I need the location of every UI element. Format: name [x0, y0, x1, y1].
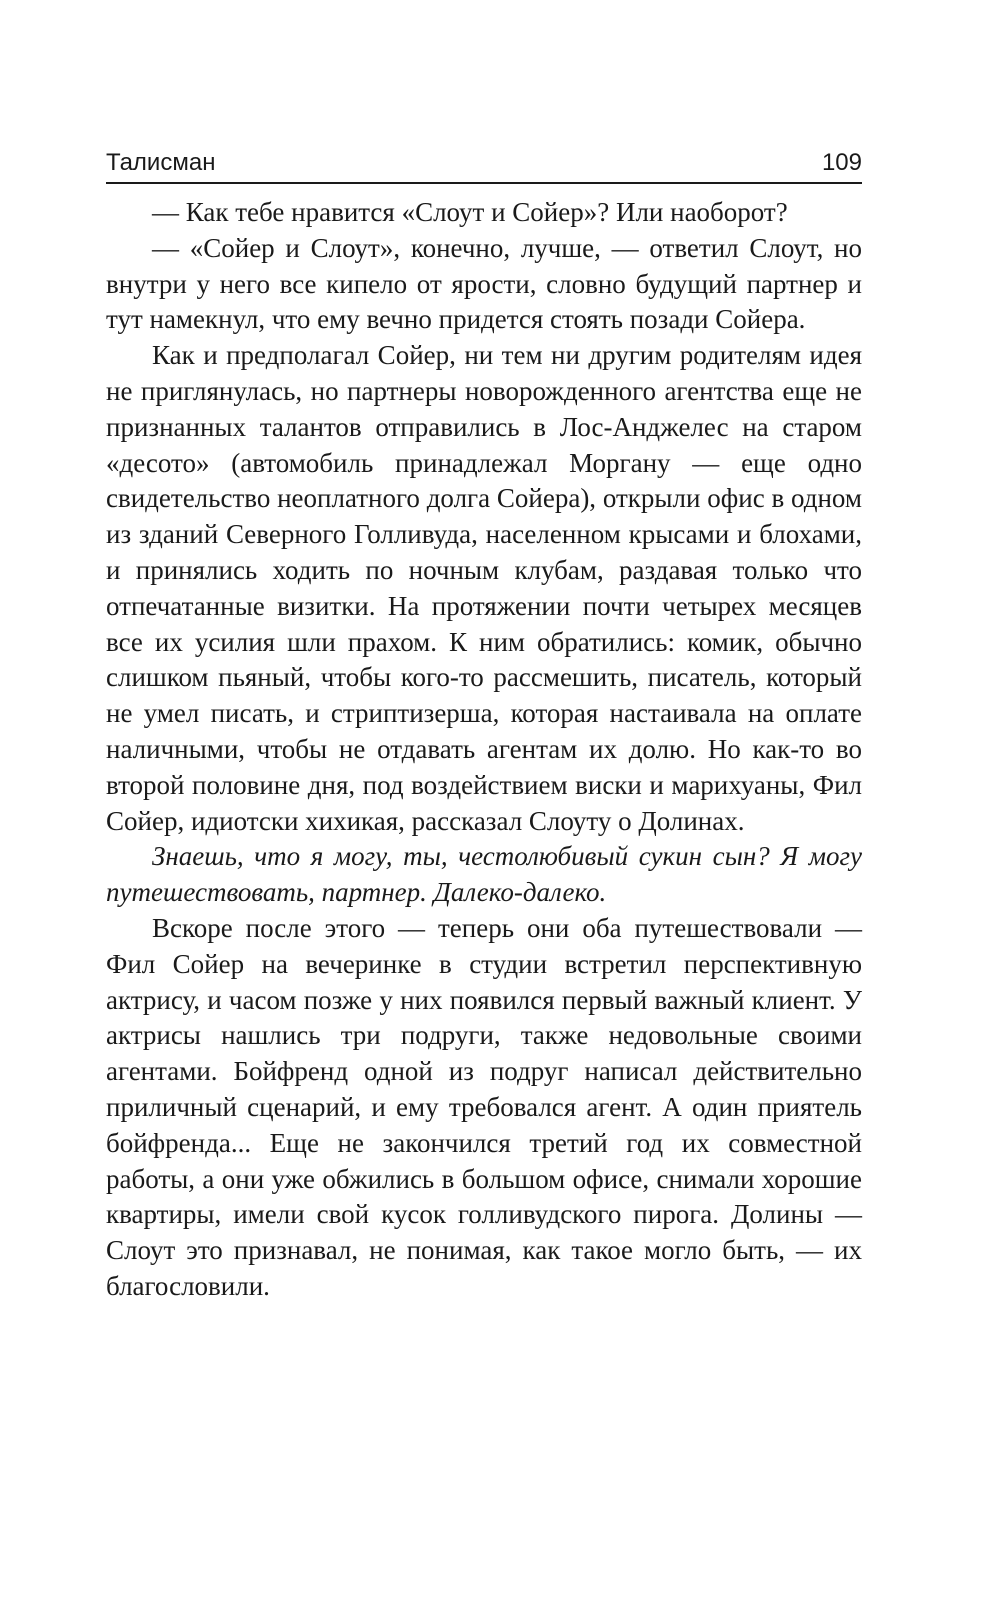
page-header — [106, 148, 862, 184]
running-title: Талисман — [106, 149, 216, 176]
italic-paragraph: Знаешь, что я могу, ты, честолюбивый сукин сын? Я могу путешествовать, партнер. Далеко-далеко. — [106, 841, 862, 908]
paragraph: Вскоре после этого — теперь они оба путешествовали — Фил Сойер на вечеринке в студии встретил перспективную актрису, и часом позже у них появился первый важный клиент. У актрисы нашлись три подруги, также недовольные своими агентами. Бойфренд одной из подруг написал действительно приличный сценарий, и ему требовался агент. А один приятель бойфренда... Еще не закончился третий год их совместной работы, а они уже обжились в большом офисе, снимали хорошие квартиры, имели свой кусок голливудского пирога. Долины — Слоут это признавал, не понимая, как такое могло быть, — их благословили. — [106, 912, 862, 1301]
paragraph: Как и предполагал Сойер, ни тем ни другим родителям идея не приглянулась, но партнеры новорожденного агентства еще не признанных талантов отправились в Лос-Анджелес на старом «десото» (автомобиль принадлежал Моргану — еще одно свидетельство неоплатного долга Сойера), открыли офис в одном из зданий Северного Голливуда, населенном крысами и блохами, и принялись ходить по ночным клубам, раздавая только что отпечатанные визитки. На протяжении почти четырех месяцев все их усилия шли прахом. К ним обратились: комик, обычно слишком пьяный, чтобы кого-то рассмешить, писатель, который не умел писать, и стриптизерша, которая настаивала на оплате наличными, чтобы не отдавать агентам их долю. Но как-то во второй половине дня, под воздействием виски и марихуаны, Фил Сойер, идиотски хихикая, рассказал Слоуту о Долинах. — [106, 340, 862, 836]
page-number: 109 — [821, 149, 862, 176]
body-text — [106, 195, 862, 1305]
paragraph: — Как тебе нравится «Слоут и Сойер»? Или наоборот? — [152, 197, 788, 227]
paragraph: — «Сойер и Слоут», конечно, лучше, — ответил Слоут, но внутри у него все кипело от ярости, словно будущий партнер и тут намекнул, что ему вечно придется стоять позади Сойера. — [106, 232, 862, 335]
